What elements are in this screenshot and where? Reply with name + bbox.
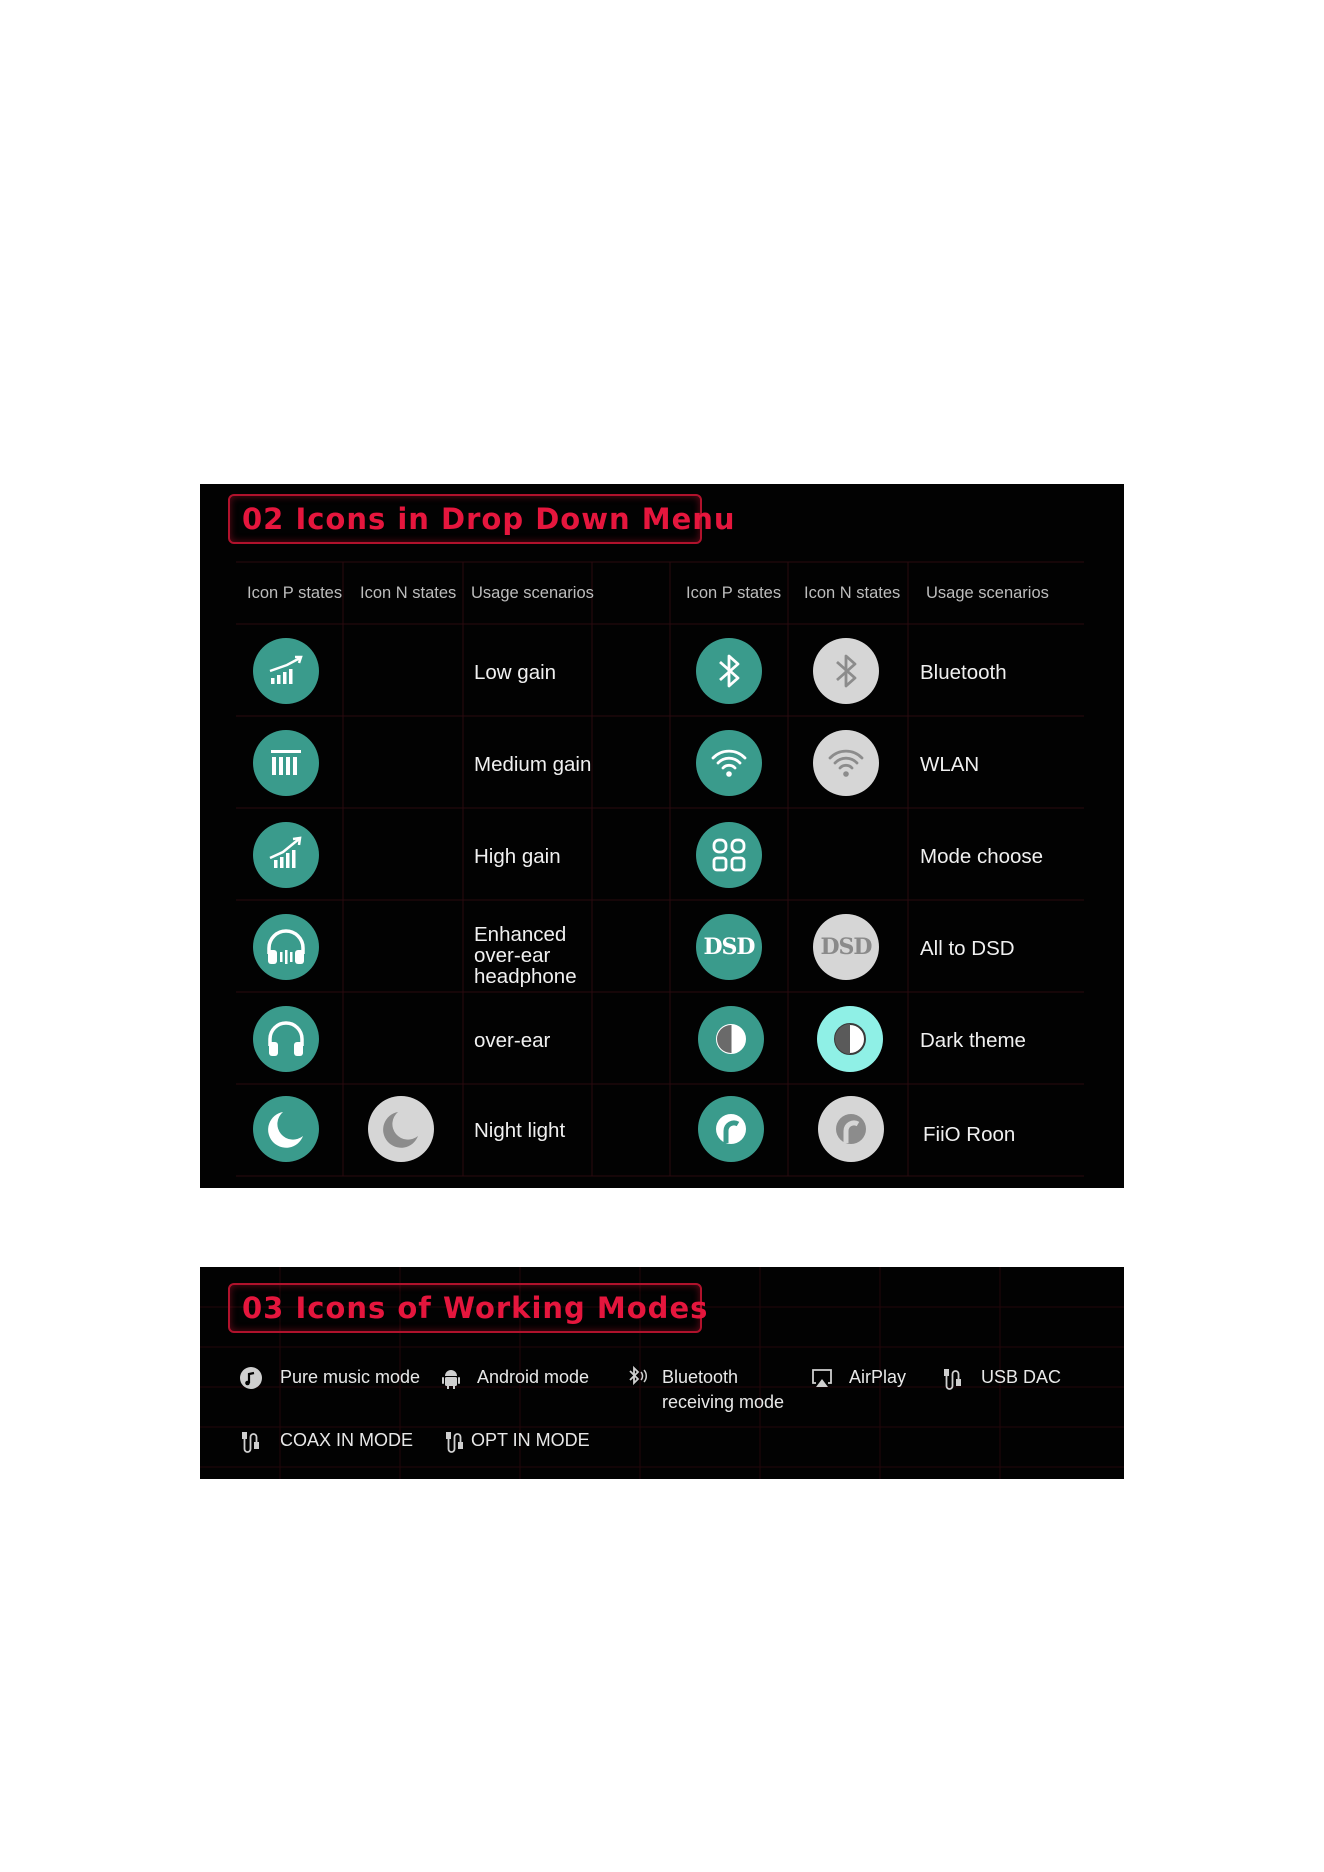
low-gain-icon [253, 638, 319, 704]
usage-label-mode-choose: Mode choose [920, 845, 1044, 868]
usage-label-enhanced-line1: Enhanced [474, 923, 567, 946]
column-header-p-states: Icon P states [247, 584, 343, 602]
working-modes-icons-panel [200, 1267, 1124, 1479]
drop-down-menu-icons-panel [200, 484, 1124, 1188]
roon-icon-n-state [818, 1096, 884, 1162]
apps-grid-icon [696, 822, 762, 888]
airplay-icon [809, 1365, 835, 1391]
half-circle-theme-icon-n-state [817, 1006, 883, 1072]
mode-label-bluetooth-line2: receiving mode [662, 1392, 785, 1412]
moon-icon [253, 1096, 319, 1162]
dsd-icon-n-state [813, 914, 879, 980]
column-header-p-states-right: Icon P states [686, 584, 782, 602]
dsd-icon [696, 914, 762, 980]
music-note-icon [238, 1365, 264, 1391]
high-gain-icon [253, 822, 319, 888]
usage-label-all-to-dsd: All to DSD [920, 937, 1015, 960]
usage-label-low-gain: Low gain [474, 661, 557, 684]
medium-gain-icon [253, 730, 319, 796]
usage-label-enhanced-line3: headphone [474, 965, 577, 988]
usage-label-high-gain: High gain [474, 845, 561, 868]
mode-label-pure-music: Pure music mode [280, 1367, 421, 1387]
mode-label-usb-dac: USB DAC [981, 1367, 1062, 1387]
usage-label-fiio-roon: FiiO Roon [923, 1123, 1016, 1146]
mode-label-coax: COAX IN MODE [280, 1430, 414, 1450]
wifi-icon-n-state [813, 730, 879, 796]
bluetooth-icon-n-state [813, 638, 879, 704]
opt-icon [442, 1428, 468, 1454]
section-title-frame [228, 494, 736, 544]
usage-label-enhanced-line2: over-ear [474, 944, 551, 967]
usage-label-wlan: WLAN [920, 753, 980, 776]
usage-label-dark-theme: Dark theme [920, 1029, 1026, 1052]
mode-label-bluetooth-line1: Bluetooth [662, 1367, 739, 1387]
usage-label-over-ear: over-ear [474, 1029, 551, 1052]
dsd-icon-n-text: DSD [820, 934, 872, 960]
column-header-usage: Usage scenarios [471, 584, 594, 602]
headphone-icon [253, 1006, 319, 1072]
roon-icon [698, 1096, 764, 1162]
column-header-usage-right: Usage scenarios [926, 584, 1049, 602]
android-icon [438, 1365, 464, 1391]
bluetooth-receive-icon [623, 1363, 649, 1389]
mode-label-opt: OPT IN MODE [471, 1430, 590, 1450]
usage-label-bluetooth: Bluetooth [920, 661, 1007, 684]
usb-dac-icon [940, 1365, 966, 1391]
bluetooth-icon [696, 638, 762, 704]
mode-label-android: Android mode [477, 1367, 590, 1387]
column-header-n-states: Icon N states [360, 584, 457, 602]
wifi-icon [696, 730, 762, 796]
mode-label-airplay: AirPlay [849, 1367, 907, 1387]
section-title: 02 Icons in Drop Down Menu [242, 502, 736, 536]
section-title-frame [228, 1283, 709, 1333]
usage-label-medium-gain: Medium gain [474, 753, 592, 776]
usage-label-night-light: Night light [474, 1119, 566, 1142]
headphone-enhanced-icon [253, 914, 319, 980]
coax-icon [238, 1428, 264, 1454]
column-header-n-states-right: Icon N states [804, 584, 901, 602]
section-title: 03 Icons of Working Modes [242, 1291, 709, 1325]
moon-icon-n-state [368, 1096, 434, 1162]
dsd-icon-text: DSD [703, 934, 755, 960]
half-circle-theme-icon [698, 1006, 764, 1072]
